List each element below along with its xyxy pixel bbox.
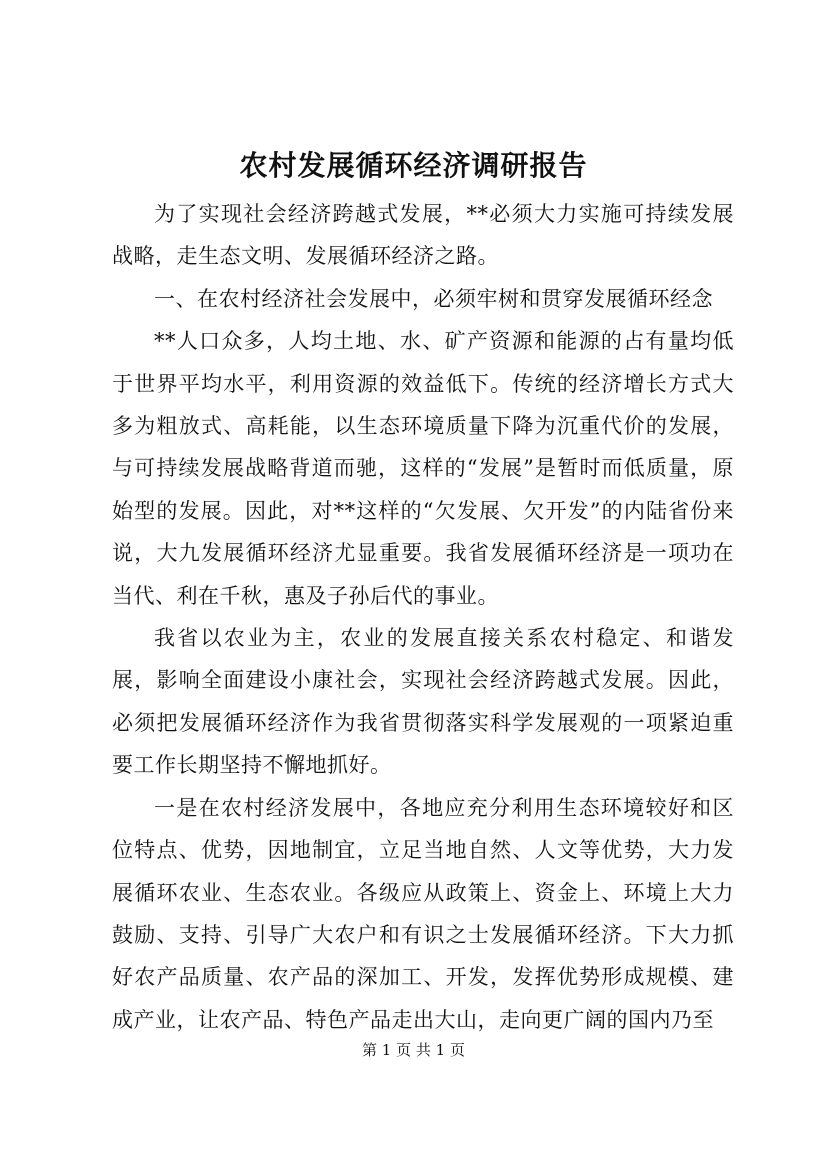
document-body <box>112 193 734 1041</box>
document-title: 农村发展循环经济调研报告 <box>239 149 588 182</box>
paragraph-point-one: 一是在农村经济发展中，各地应充分利用生态环境较好和区位特点、优势，因地制宜，立足当地自然、人文等优势，大力发展循环农业、生态农业。各级应从政策上、资金上、环境上大力鼓励、支持、引导广大农户和有识之士发展循环经济。下大力抓好农产品质量、农产品的深加工、开发，发挥优势形成规模、建成产业，让农产品、特色产品走出大山，走向更广阔的国内乃至 <box>112 795 734 1032</box>
page-footer: 第 1 页 共 1 页 <box>362 1041 465 1059</box>
paragraph-agriculture: 我省以农业为主，农业的发展直接关系农村稳定、和谐发展，影响全面建设小康社会，实现社会经济跨越式发展。因此，必须把发展循环经济作为我省贯彻落实科学发展观的一项紧迫重要工作长期坚持不懈地抓好。 <box>112 626 734 778</box>
section-heading: 一、在农村经济社会发展中，必须牢树和贯穿发展循环经念 <box>154 286 713 311</box>
paragraph-intro: 为了实现社会经济跨越式发展，**必须大力实施可持续发展战略，走生态文明、发展循环经济之路。 <box>112 202 734 269</box>
paragraph-background: **人口众多，人均土地、水、矿产资源和能源的占有量均低于世界平均水平，利用资源的效益低下。传统的经济增长方式大多为粗放式、高耗能，以生态环境质量下降为沉重代价的发展，与可持续发展战略背道而驰，这样的“发展”是暂时而低质量，原始型的发展。因此，对**这样的“欠发展、欠开发”的内陆省份来说，大九发展循环经济尤显重要。我省发展循环经济是一项功在当代、利在千秋，惠及子孙后代的事业。 <box>112 329 734 608</box>
